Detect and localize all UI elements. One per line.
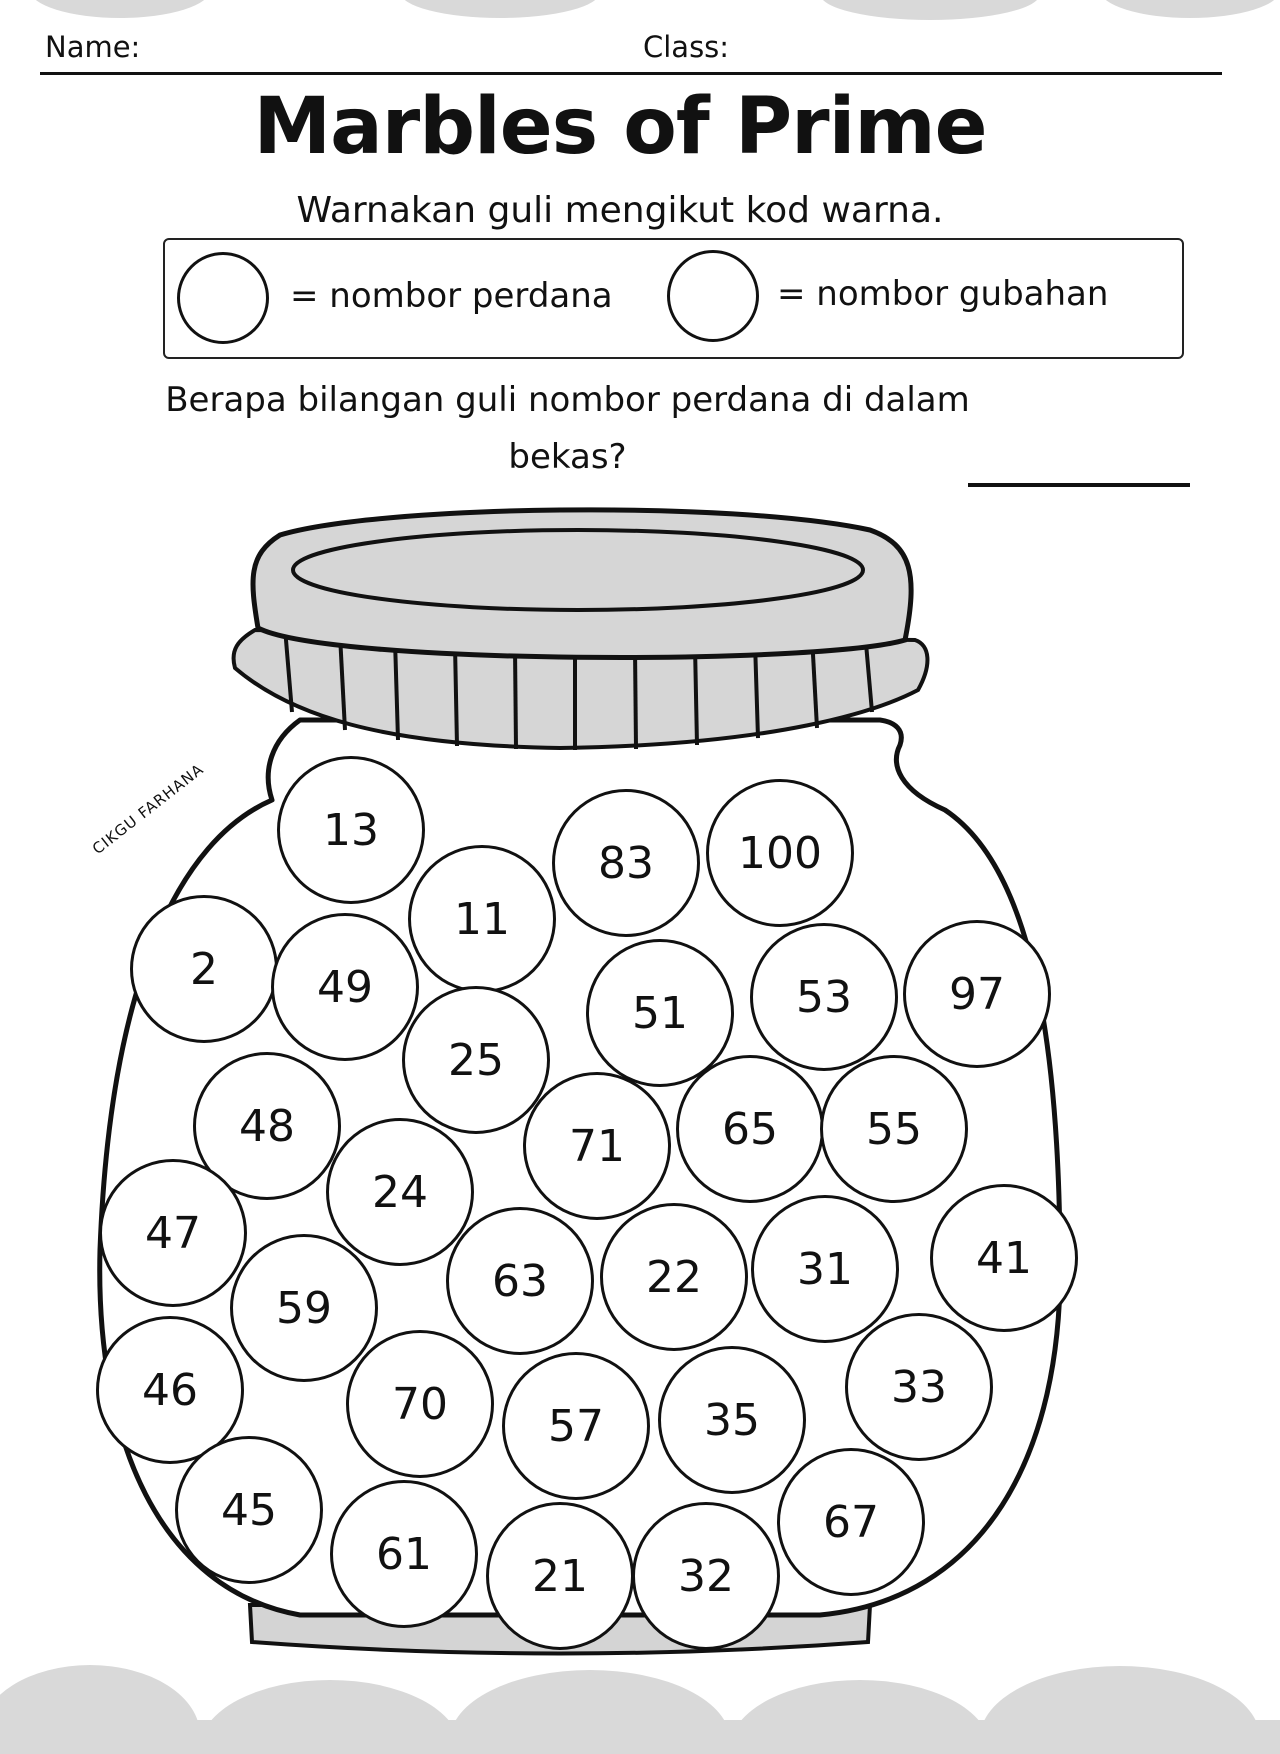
marble[interactable]: 55 <box>820 1055 968 1203</box>
marble[interactable]: 97 <box>903 920 1051 1068</box>
bottom-clouds <box>0 1665 1280 1754</box>
marble[interactable]: 33 <box>845 1313 993 1461</box>
marble[interactable]: 61 <box>330 1480 478 1628</box>
marble[interactable]: 32 <box>632 1502 780 1650</box>
marble[interactable]: 35 <box>658 1346 806 1494</box>
marble[interactable]: 45 <box>175 1436 323 1584</box>
instruction-text: Warnakan guli mengikut kod warna. <box>296 190 944 231</box>
marble[interactable]: 49 <box>271 913 419 1061</box>
answer-line[interactable] <box>968 483 1190 487</box>
prime-key-label: = nombor perdana <box>290 276 613 316</box>
marble[interactable]: 59 <box>230 1234 378 1382</box>
marble[interactable]: 21 <box>486 1502 634 1650</box>
page-title: Marbles of Prime <box>253 82 987 172</box>
prime-color-swatch[interactable] <box>177 252 269 344</box>
class-label: Class: <box>643 30 730 64</box>
marble[interactable]: 47 <box>99 1159 247 1307</box>
name-label: Name: <box>45 30 141 64</box>
marble[interactable]: 48 <box>193 1052 341 1200</box>
marble[interactable]: 63 <box>446 1207 594 1355</box>
marble[interactable]: 2 <box>130 895 278 1043</box>
author-credit: CIKGU FARHANA <box>88 760 208 858</box>
marble[interactable]: 57 <box>502 1352 650 1500</box>
marble[interactable]: 25 <box>402 986 550 1134</box>
marble[interactable]: 24 <box>326 1118 474 1266</box>
marble[interactable]: 13 <box>277 756 425 904</box>
question-text: Berapa bilangan guli nombor perdana di dalam bekas? <box>165 380 970 477</box>
marble[interactable]: 11 <box>408 845 556 993</box>
marble[interactable]: 65 <box>676 1055 824 1203</box>
marble[interactable]: 46 <box>96 1316 244 1464</box>
marble[interactable]: 31 <box>751 1195 899 1343</box>
marble[interactable]: 71 <box>523 1072 671 1220</box>
marble[interactable]: 22 <box>600 1203 748 1351</box>
marble[interactable]: 70 <box>346 1330 494 1478</box>
marble[interactable]: 100 <box>706 779 854 927</box>
marble[interactable]: 83 <box>552 789 700 937</box>
composite-color-swatch[interactable] <box>667 250 759 342</box>
jar-lid-rim <box>293 530 863 610</box>
marble[interactable]: 51 <box>586 939 734 1087</box>
marble[interactable]: 41 <box>930 1184 1078 1332</box>
composite-key-label: = nombor gubahan <box>777 274 1109 314</box>
marble[interactable]: 67 <box>777 1448 925 1596</box>
marble[interactable]: 53 <box>750 923 898 1071</box>
top-clouds <box>30 0 1280 20</box>
header-rule <box>40 72 1222 75</box>
